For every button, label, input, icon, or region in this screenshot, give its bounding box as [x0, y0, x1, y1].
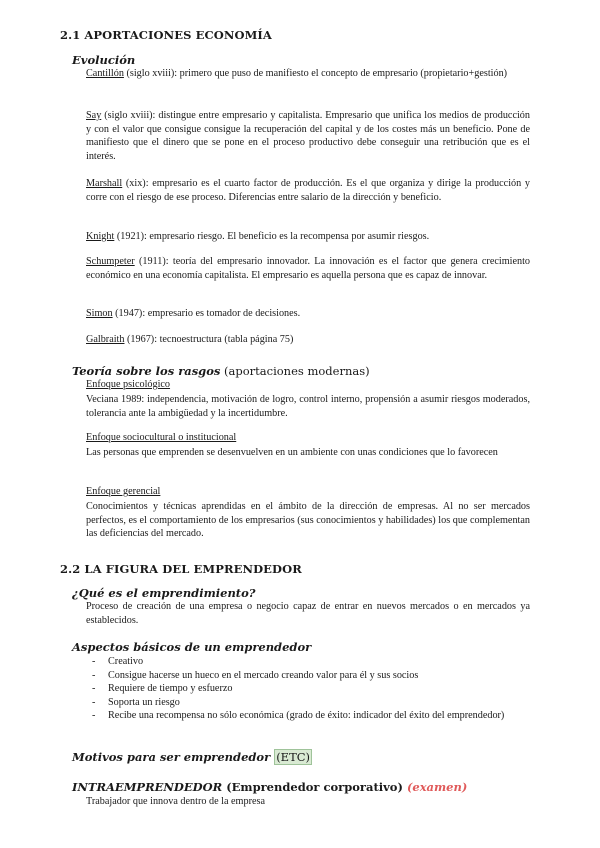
- subheading-que-es: ¿Qué es el emprendimiento?: [72, 586, 256, 600]
- motivos-highlight-tag: (ETC): [276, 750, 311, 764]
- list-item: - Recibe una recompensa no sólo económica (grado de éxito: indicador del éxito del emprendedor): [92, 709, 532, 723]
- enfoque-sociocultural-text: Las personas que emprenden se desenvuelven en un ambiente con unas condiciones que lo favorecen: [86, 447, 498, 458]
- author-text: (xix): empresario es el cuarto factor de producción. Es el que organiza y dirige la producción y corre con el riesgo de ese proceso. Diferencias entre salario de la dirección y beneficio.: [86, 178, 530, 203]
- paragraph-say: [86, 109, 530, 163]
- paragraph-galbraith: [86, 333, 530, 347]
- list-item: - Creativo: [92, 655, 532, 669]
- author-name: Knight: [86, 231, 115, 242]
- author-name: Schumpeter: [86, 256, 135, 267]
- enfoque-psicologico-label: Enfoque psicológico: [86, 379, 171, 390]
- section-heading-emprendedor: 2.2 LA FIGURA DEL EMPRENDEDOR: [60, 562, 302, 576]
- subheading-rasgos: [72, 364, 600, 378]
- section-heading-aportaciones: 2.1 APORTACIONES ECONOMÍA: [60, 28, 272, 42]
- rasgos-note: (aportaciones modernas): [220, 364, 370, 378]
- subheading-intraemprendedor: [72, 780, 600, 794]
- author-name: Cantillón: [86, 68, 124, 79]
- list-item: - Soporta un riesgo: [92, 696, 532, 710]
- subheading-evolucion: Evolución: [72, 53, 136, 67]
- enfoque-psicologico-text: Veciana 1989: independencia, motivación de logro, control interno, propensión a asumir riesgos moderados, tolerancia ante la ambigüedad y la incertidumbre.: [86, 394, 530, 419]
- rasgos-title: Teoría sobre los rasgos: [72, 364, 221, 378]
- motivos-title: Motivos para ser emprendedor: [72, 750, 271, 764]
- subheading-aspectos: Aspectos básicos de un emprendedor: [72, 640, 312, 654]
- exam-tag: (examen): [406, 780, 468, 794]
- intra-subtitle: (Emprendedor corporativo): [222, 780, 403, 794]
- author-name: Galbraith: [86, 334, 125, 345]
- author-name: Marshall: [86, 178, 123, 189]
- author-text: (1967): tecnoestructura (tabla página 75): [124, 334, 294, 345]
- intra-text: Trabajador que innova dentro de la empresa: [86, 796, 265, 807]
- enfoque-gerencial-text: Conocimientos y técnicas aprendidas en el ámbito de la dirección de empresas. Al no ser mercados perfectos, es el comportamiento de los empresarios (sus conocimientos y habilidades) los que complementan las deficiencias del mercado.: [86, 501, 530, 540]
- enfoque-gerencial-label: Enfoque gerencial: [86, 486, 161, 497]
- paragraph-simon: [86, 307, 530, 321]
- paragraph-knight: [86, 230, 530, 244]
- author-text: (1921): empresario riesgo. El beneficio es la recompensa por asumir riesgos.: [114, 231, 430, 242]
- subheading-motivos: [72, 750, 600, 764]
- list-item: - Requiere de tiempo y esfuerzo: [92, 682, 532, 696]
- author-text: (siglo xviii): primero que puso de manifiesto el concepto de empresario (propietario+gestión): [123, 68, 508, 79]
- que-es-text: Proceso de creación de una empresa o negocio capaz de entrar en nuevos mercados o en mercados ya establecidos.: [86, 601, 530, 626]
- author-name: Simon: [86, 308, 113, 319]
- author-name: Say: [86, 110, 102, 121]
- list-item: - Consigue hacerse un hueco en el mercado creando valor para él y sus socios: [92, 669, 532, 683]
- author-text: (1911): teoría del empresario innovador. La innovación es el factor que genera crecimiento económico en una economía capitalista. El empresario es aquella persona que es capaz de innovar.: [86, 256, 530, 281]
- author-text: (1947): empresario es tomador de decisiones.: [112, 308, 301, 319]
- paragraph-marshall: [86, 177, 530, 204]
- intra-title: INTRAEMPRENDEDOR: [72, 780, 223, 794]
- paragraph-schumpeter: [86, 255, 530, 282]
- enfoque-sociocultural-label: Enfoque sociocultural o institucional: [86, 432, 237, 443]
- aspectos-list: [92, 655, 532, 723]
- paragraph-cantillon: [86, 67, 530, 81]
- author-text: (siglo xviii): distingue entre empresario y capitalista. Empresario que unifica los medios de producción y con el valor que consigue consigue la recuperación del capital y de los costes más un beneficio. Pone de manifiesto que el dinero que se pone en el proceso productivo debe conseguir una retribución que es el interés.: [86, 110, 530, 162]
